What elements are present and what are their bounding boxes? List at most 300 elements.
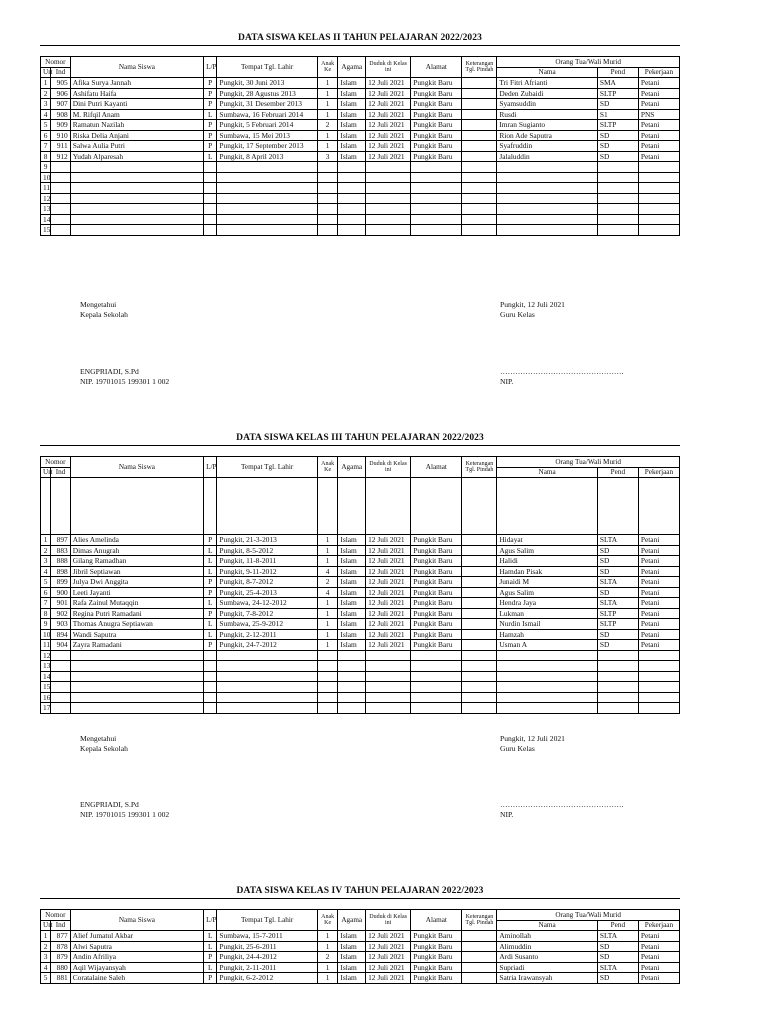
cell-agama: Islam — [338, 141, 366, 152]
cell-ortu-nama — [497, 183, 598, 194]
cell-anak-ke: 1 — [317, 962, 338, 973]
cell-alamat: Pungkit Baru — [411, 640, 462, 651]
cell-anak-ke: 2 — [317, 120, 338, 131]
cell-alamat — [411, 172, 462, 183]
cell-nama-siswa: M. Rifqil Anam — [70, 109, 203, 120]
cell-pekerjaan: Petani — [638, 608, 679, 619]
cell-keterangan — [462, 172, 497, 183]
cell-ttl: Pungkit, 7-8-2012 — [217, 608, 318, 619]
cell-nama-siswa — [70, 183, 203, 194]
cell-ttl: Pungkit, 8-7-2012 — [217, 577, 318, 588]
cell-induk: 905 — [51, 78, 70, 89]
cell-alamat: Pungkit Baru — [411, 141, 462, 152]
cell-pekerjaan — [638, 650, 679, 661]
cell-anak-ke: 1 — [317, 88, 338, 99]
cell-duduk — [366, 172, 411, 183]
cell-duduk: 12 Juli 2021 — [366, 619, 411, 630]
cell-nama-siswa — [70, 225, 203, 236]
cell-induk: 894 — [51, 629, 70, 640]
cell-pekerjaan: Petani — [638, 619, 679, 630]
cell-ttl: Pungkit, 24-7-2012 — [217, 640, 318, 651]
cell-anak-ke: 2 — [317, 952, 338, 963]
cell-alamat: Pungkit Baru — [411, 78, 462, 89]
cell-pend: SLTA — [597, 577, 638, 588]
cell-keterangan — [462, 162, 497, 173]
cell-duduk — [366, 650, 411, 661]
cell-urut: 13 — [41, 204, 51, 215]
header-pend: Pend — [597, 467, 638, 478]
cell-induk: 906 — [51, 88, 70, 99]
header-urut: Urt — [41, 920, 51, 931]
header-lp: L/P — [204, 457, 217, 478]
cell-anak-ke — [317, 692, 338, 703]
cell-urut: 8 — [41, 151, 51, 162]
cell-ttl: Sumbawa, 25-9-2012 — [217, 619, 318, 630]
cell-ortu-nama: Rusdi — [497, 109, 598, 120]
cell-keterangan — [462, 78, 497, 89]
cell-nama-siswa: Ramatun Nazilah — [70, 120, 203, 131]
table-row — [41, 183, 680, 194]
cell-ortu-nama: Lukman — [497, 608, 598, 619]
cell-duduk: 12 Juli 2021 — [366, 109, 411, 120]
signature-dots: …………………………………………. — [500, 800, 624, 809]
cell-ttl: Pungkit, 5 Februari 2014 — [217, 120, 318, 131]
cell-urut: 9 — [41, 162, 51, 173]
header-pend: Pend — [597, 67, 638, 78]
cell-anak-ke — [317, 225, 338, 236]
cell-agama: Islam — [338, 941, 366, 952]
cell-lp: L — [204, 931, 217, 942]
table-row — [41, 973, 680, 984]
cell-nama-siswa: Alwi Saputra — [70, 941, 203, 952]
section-title: DATA SISWA KELAS II TAHUN PELAJARAN 2022/2023 — [40, 32, 680, 46]
cell-ttl: Pungkit, 21-3-2013 — [217, 535, 318, 546]
cell-duduk — [366, 703, 411, 714]
kepala-sekolah-label: Kepala Sekolah — [80, 744, 128, 753]
cell-pend: SD — [597, 130, 638, 141]
kepala-sekolah-nip: NIP. 19701015 199301 1 002 — [80, 377, 170, 386]
cell-pend — [597, 703, 638, 714]
header-nomor: Nomor — [41, 57, 71, 68]
cell-pend — [597, 225, 638, 236]
cell-alamat — [411, 682, 462, 693]
cell-duduk: 12 Juli 2021 — [366, 608, 411, 619]
table-row — [41, 629, 680, 640]
cell-ortu-nama: Supriadi — [497, 962, 598, 973]
cell-anak-ke — [317, 193, 338, 204]
header-row — [41, 910, 680, 921]
cell-urut: 8 — [41, 608, 51, 619]
cell-alamat: Pungkit Baru — [411, 629, 462, 640]
cell-ttl — [217, 661, 318, 672]
cell-nama-siswa: Aqil Wijayansyah — [70, 962, 203, 973]
cell-induk — [51, 204, 70, 215]
cell-anak-ke: 1 — [317, 99, 338, 110]
cell-urut: 11 — [41, 183, 51, 194]
header-nomor: Nomor — [41, 457, 71, 468]
cell-ortu-nama: Syamsuddin — [497, 99, 598, 110]
header-ttl: Tempat Tgl. Lahir — [217, 57, 318, 78]
cell-nama-siswa: Gilang Ramadhan — [70, 556, 203, 567]
cell-urut: 2 — [41, 941, 51, 952]
cell-ortu-nama: Satria Irawansyah — [497, 973, 598, 984]
cell-pekerjaan — [638, 172, 679, 183]
cell-anak-ke — [317, 214, 338, 225]
cell-alamat — [411, 193, 462, 204]
table-row — [41, 619, 680, 630]
cell-keterangan — [462, 193, 497, 204]
cell-urut: 2 — [41, 88, 51, 99]
cell-duduk — [366, 682, 411, 693]
blank-gap-row — [41, 478, 680, 535]
cell-pekerjaan: Petani — [638, 556, 679, 567]
cell-induk: 899 — [51, 577, 70, 588]
cell-alamat: Pungkit Baru — [411, 577, 462, 588]
cell-lp — [204, 162, 217, 173]
cell-ttl: Pungkit, 8-5-2012 — [217, 545, 318, 556]
cell-ortu-nama: Ardi Susanto — [497, 952, 598, 963]
header-nomor: Nomor — [41, 910, 71, 921]
cell-agama: Islam — [338, 587, 366, 598]
cell-duduk: 12 Juli 2021 — [366, 151, 411, 162]
table-row — [41, 120, 680, 131]
cell-keterangan — [462, 183, 497, 194]
header-pekerjaan: Pekerjaan — [638, 920, 679, 931]
cell-nama-siswa: Regina Putri Ramadani — [70, 608, 203, 619]
cell-keterangan — [462, 151, 497, 162]
cell-keterangan — [462, 952, 497, 963]
cell-duduk: 12 Juli 2021 — [366, 78, 411, 89]
cell-nama-siswa — [70, 703, 203, 714]
cell-induk: 904 — [51, 640, 70, 651]
cell-ttl: Pungkit, 17 September 2013 — [217, 141, 318, 152]
cell-ortu-nama: Tri Fitri Afrianti — [497, 78, 598, 89]
header-ttl: Tempat Tgl. Lahir — [217, 457, 318, 478]
cell-induk: 907 — [51, 99, 70, 110]
cell-ttl — [217, 225, 318, 236]
header-urut: Urt — [41, 467, 51, 478]
cell-urut: 3 — [41, 99, 51, 110]
cell-alamat: Pungkit Baru — [411, 535, 462, 546]
cell-pekerjaan: Petani — [638, 78, 679, 89]
cell-duduk: 12 Juli 2021 — [366, 99, 411, 110]
cell-alamat: Pungkit Baru — [411, 973, 462, 984]
cell-nama-siswa: Zayra Ramadani — [70, 640, 203, 651]
cell-urut: 14 — [41, 214, 51, 225]
cell-alamat — [411, 661, 462, 672]
mengetahui-label: Mengetahui — [80, 734, 117, 743]
cell-pend — [597, 671, 638, 682]
table-row — [41, 162, 680, 173]
cell-anak-ke — [317, 162, 338, 173]
signature-left — [80, 300, 128, 320]
cell-agama — [338, 682, 366, 693]
table-row — [41, 941, 680, 952]
table-row — [41, 535, 680, 546]
cell-ttl — [217, 650, 318, 661]
header-row — [41, 57, 680, 68]
cell-ttl — [217, 214, 318, 225]
header-orang-tua: Orang Tua/Wali Murid — [497, 457, 680, 468]
cell-keterangan — [462, 545, 497, 556]
mengetahui-label: Mengetahui — [80, 300, 117, 309]
guru-kelas-label: Guru Kelas — [500, 744, 535, 753]
cell-urut: 12 — [41, 193, 51, 204]
table-row — [41, 88, 680, 99]
cell-alamat: Pungkit Baru — [411, 545, 462, 556]
cell-induk — [51, 172, 70, 183]
cell-duduk: 12 Juli 2021 — [366, 545, 411, 556]
table-row — [41, 566, 680, 577]
cell-induk — [51, 671, 70, 682]
cell-ortu-nama: Hendra Jaya — [497, 598, 598, 609]
cell-duduk: 12 Juli 2021 — [366, 566, 411, 577]
cell-anak-ke — [317, 661, 338, 672]
cell-keterangan — [462, 941, 497, 952]
table-row — [41, 193, 680, 204]
cell-lp: P — [204, 577, 217, 588]
cell-lp: P — [204, 608, 217, 619]
cell-agama — [338, 162, 366, 173]
header-orang-tua: Orang Tua/Wali Murid — [497, 57, 680, 68]
cell-nama-siswa — [70, 214, 203, 225]
cell-induk: 908 — [51, 109, 70, 120]
cell-anak-ke: 1 — [317, 545, 338, 556]
cell-urut: 4 — [41, 566, 51, 577]
cell-keterangan — [462, 650, 497, 661]
place-date: Pungkit, 12 Juli 2021 — [500, 734, 565, 743]
cell-anak-ke: 4 — [317, 587, 338, 598]
cell-lp — [204, 661, 217, 672]
cell-urut: 1 — [41, 535, 51, 546]
header-induk: Ind — [51, 920, 70, 931]
table-row — [41, 545, 680, 556]
cell-pend: SLTP — [597, 608, 638, 619]
header-duduk: Duduk di Kelas ini — [366, 457, 411, 478]
header-induk: Ind — [51, 467, 70, 478]
cell-duduk: 12 Juli 2021 — [366, 141, 411, 152]
cell-agama — [338, 172, 366, 183]
cell-ttl — [217, 682, 318, 693]
header-duduk: Duduk di Kelas ini — [366, 910, 411, 931]
cell-duduk — [366, 193, 411, 204]
cell-pekerjaan: Petani — [638, 640, 679, 651]
table-row — [41, 151, 680, 162]
signature-right-name — [500, 800, 623, 820]
cell-ortu-nama — [497, 661, 598, 672]
cell-anak-ke: 1 — [317, 973, 338, 984]
cell-ttl: Pungkit, 24-4-2012 — [217, 952, 318, 963]
table-row — [41, 962, 680, 973]
cell-ttl — [217, 183, 318, 194]
cell-alamat — [411, 204, 462, 215]
cell-pekerjaan: Petani — [638, 566, 679, 577]
cell-keterangan — [462, 225, 497, 236]
cell-induk: 898 — [51, 566, 70, 577]
cell-pekerjaan: Petani — [638, 629, 679, 640]
cell-urut: 16 — [41, 692, 51, 703]
cell-pekerjaan — [638, 162, 679, 173]
cell-ortu-nama: Agus Salim — [497, 545, 598, 556]
cell-ortu-nama: Junaidi M — [497, 577, 598, 588]
cell-alamat — [411, 671, 462, 682]
cell-alamat: Pungkit Baru — [411, 952, 462, 963]
cell-agama: Islam — [338, 973, 366, 984]
cell-keterangan — [462, 99, 497, 110]
cell-agama — [338, 692, 366, 703]
cell-induk: 880 — [51, 962, 70, 973]
header-induk: Ind — [51, 67, 70, 78]
table-row — [41, 587, 680, 598]
cell-nama-siswa: Rafa Zainul Mutaqqin — [70, 598, 203, 609]
cell-pekerjaan: Petani — [638, 141, 679, 152]
cell-pend: SD — [597, 587, 638, 598]
cell-duduk — [366, 661, 411, 672]
signature-right — [500, 300, 565, 320]
table-row — [41, 931, 680, 942]
header-pekerjaan: Pekerjaan — [638, 467, 679, 478]
table-row — [41, 204, 680, 215]
cell-duduk: 12 Juli 2021 — [366, 952, 411, 963]
cell-nama-siswa — [70, 650, 203, 661]
cell-pekerjaan: Petani — [638, 587, 679, 598]
cell-alamat: Pungkit Baru — [411, 941, 462, 952]
cell-keterangan — [462, 587, 497, 598]
signature-dots: …………………………………………. — [500, 367, 624, 376]
cell-duduk — [366, 214, 411, 225]
cell-duduk: 12 Juli 2021 — [366, 941, 411, 952]
cell-keterangan — [462, 973, 497, 984]
cell-ttl — [217, 172, 318, 183]
cell-lp: P — [204, 130, 217, 141]
cell-duduk: 12 Juli 2021 — [366, 88, 411, 99]
cell-ortu-nama: Aminollah — [497, 931, 598, 942]
cell-pekerjaan — [638, 183, 679, 194]
cell-anak-ke: 3 — [317, 151, 338, 162]
cell-duduk: 12 Juli 2021 — [366, 130, 411, 141]
cell-anak-ke: 1 — [317, 640, 338, 651]
section-title: DATA SISWA KELAS III TAHUN PELAJARAN 2022/2023 — [40, 432, 680, 446]
cell-pend: SD — [597, 973, 638, 984]
cell-ttl — [217, 692, 318, 703]
cell-keterangan — [462, 214, 497, 225]
table-row — [41, 109, 680, 120]
cell-lp — [204, 692, 217, 703]
cell-duduk — [366, 671, 411, 682]
cell-keterangan — [462, 109, 497, 120]
header-agama: Agama — [338, 910, 366, 931]
cell-ortu-nama — [497, 214, 598, 225]
cell-urut: 7 — [41, 141, 51, 152]
cell-pend — [597, 172, 638, 183]
cell-ortu-nama — [497, 692, 598, 703]
table-row — [41, 556, 680, 567]
cell-ttl: Sumbawa, 16 Februari 2014 — [217, 109, 318, 120]
cell-keterangan — [462, 598, 497, 609]
cell-duduk: 12 Juli 2021 — [366, 962, 411, 973]
cell-urut: 4 — [41, 109, 51, 120]
cell-duduk: 12 Juli 2021 — [366, 577, 411, 588]
cell-pekerjaan: Petani — [638, 931, 679, 942]
table-row — [41, 682, 680, 693]
cell-ortu-nama: Hamzah — [497, 629, 598, 640]
cell-anak-ke: 1 — [317, 141, 338, 152]
signature-right — [500, 734, 565, 754]
cell-pekerjaan: Petani — [638, 952, 679, 963]
cell-lp: P — [204, 88, 217, 99]
cell-lp: P — [204, 120, 217, 131]
cell-ttl: Pungkit, 30 Juni 2013 — [217, 78, 318, 89]
cell-anak-ke: 2 — [317, 577, 338, 588]
cell-pend: SLTP — [597, 120, 638, 131]
cell-alamat: Pungkit Baru — [411, 598, 462, 609]
cell-duduk — [366, 225, 411, 236]
cell-agama — [338, 671, 366, 682]
cell-induk: 902 — [51, 608, 70, 619]
cell-alamat: Pungkit Baru — [411, 587, 462, 598]
cell-anak-ke — [317, 703, 338, 714]
cell-ttl: Sumbawa, 24-12-2012 — [217, 598, 318, 609]
header-keterangan: Keterangan Tgl. Pindah — [462, 457, 497, 478]
cell-agama: Islam — [338, 109, 366, 120]
cell-urut: 13 — [41, 661, 51, 672]
guru-kelas-label: Guru Kelas — [500, 310, 535, 319]
kepala-sekolah-name: ENGPRIADI, S.Pd — [80, 367, 139, 376]
cell-pekerjaan: Petani — [638, 973, 679, 984]
cell-pend: SLTA — [597, 962, 638, 973]
cell-induk: 879 — [51, 952, 70, 963]
header-lp: L/P — [204, 910, 217, 931]
header-row — [41, 457, 680, 468]
cell-anak-ke: 1 — [317, 556, 338, 567]
cell-agama — [338, 214, 366, 225]
cell-nama-siswa: Andin Afriliya — [70, 952, 203, 963]
cell-urut: 1 — [41, 78, 51, 89]
cell-urut: 3 — [41, 952, 51, 963]
cell-keterangan — [462, 88, 497, 99]
cell-lp: P — [204, 99, 217, 110]
header-agama: Agama — [338, 457, 366, 478]
header-ortu-nama: Nama — [497, 920, 598, 931]
cell-alamat — [411, 225, 462, 236]
cell-duduk — [366, 162, 411, 173]
cell-nama-siswa: Salwa Aulia Putri — [70, 141, 203, 152]
cell-pend: SD — [597, 640, 638, 651]
cell-agama — [338, 204, 366, 215]
cell-pend — [597, 214, 638, 225]
header-nama-siswa: Nama Siswa — [70, 910, 203, 931]
cell-ortu-nama: Imran Sugianto — [497, 120, 598, 131]
header-duduk: Duduk di Kelas ini — [366, 57, 411, 78]
table-row — [41, 671, 680, 682]
cell-urut: 11 — [41, 640, 51, 651]
cell-ttl: Pungkit, 2-12-2011 — [217, 629, 318, 640]
cell-pekerjaan — [638, 682, 679, 693]
cell-keterangan — [462, 931, 497, 942]
cell-pekerjaan — [638, 225, 679, 236]
cell-ortu-nama: Usman A — [497, 640, 598, 651]
cell-urut: 3 — [41, 556, 51, 567]
cell-ttl — [217, 703, 318, 714]
cell-ortu-nama: Halidi — [497, 556, 598, 567]
section-kelas-4 — [40, 885, 680, 984]
cell-agama — [338, 703, 366, 714]
cell-alamat — [411, 692, 462, 703]
cell-urut: 9 — [41, 619, 51, 630]
table-row — [41, 703, 680, 714]
cell-induk: 909 — [51, 120, 70, 131]
cell-keterangan — [462, 120, 497, 131]
